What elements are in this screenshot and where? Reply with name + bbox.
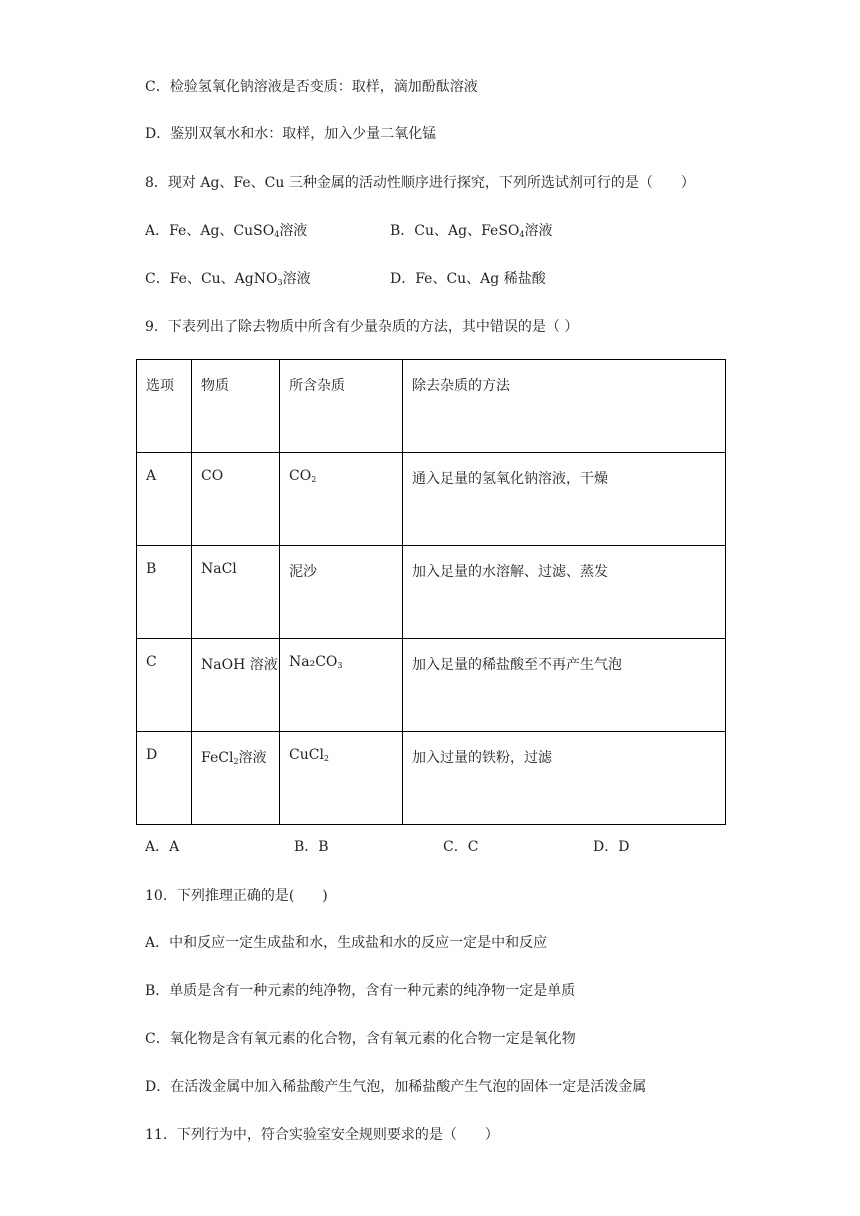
table-row	[137, 546, 726, 639]
q10-option-a: A．中和反应一定生成盐和水，生成盐和水的反应一定是中和反应	[145, 935, 548, 951]
q9-table	[136, 359, 726, 825]
q9-answer-b: B．B	[294, 839, 329, 855]
q9-answer-d: D．D	[593, 839, 630, 855]
q10-option-d: D．在活泼金属中加入稀盐酸产生气泡，加稀盐酸产生气泡的固体一定是活泼金属	[145, 1079, 647, 1095]
header-cell: 除去杂质的方法	[403, 360, 726, 453]
q9-answer-c: C．C	[443, 839, 479, 855]
q9-stem: 9．下表列出了除去物质中所含有少量杂质的方法，其中错误的是（ ）	[145, 319, 579, 335]
option-cell: A	[137, 453, 192, 546]
q10-stem: 10．下列推理正确的是( )	[145, 888, 328, 904]
method-cell: 加入过量的铁粉，过滤	[403, 732, 726, 825]
method-cell: 加入足量的水溶解、过滤、蒸发	[403, 546, 726, 639]
q7-option-c: C．检验氢氧化钠溶液是否变质：取样，滴加酚酞溶液	[145, 79, 478, 95]
q10-option-c: C．氧化物是含有氧元素的化合物，含有氧元素的化合物一定是氧化物	[145, 1031, 576, 1047]
option-cell: D	[137, 732, 192, 825]
method-cell: 加入足量的稀盐酸至不再产生气泡	[403, 639, 726, 732]
option-cell: B	[137, 546, 192, 639]
q8-stem: 8．现对 Ag、Fe、Cu 三种金属的活动性顺序进行探究，下列所选试剂可行的是（ ）	[145, 175, 695, 191]
substance-cell: CO	[192, 453, 280, 546]
method-cell: 通入足量的氢氧化钠溶液，干燥	[403, 453, 726, 546]
option-cell: C	[137, 639, 192, 732]
q8-option-a: A．Fe、Ag、CuSO$_4$溶液	[145, 223, 308, 239]
q8-option-d: D．Fe、Cu、Ag 稀盐酸	[390, 271, 546, 287]
substance-cell: NaOH 溶液	[192, 639, 280, 732]
q8-option-c: C．Fe、Cu、AgNO$_3$溶液	[145, 271, 311, 287]
q11-stem: 11．下列行为中，符合实验室安全规则要求的是（ ）	[145, 1127, 499, 1143]
table-row	[137, 639, 726, 732]
header-cell: 选项	[137, 360, 192, 453]
q7-option-d: D．鉴别双氧水和水：取样，加入少量二氧化锰	[145, 126, 437, 142]
header-cell: 物质	[192, 360, 280, 453]
q8-option-b: B．Cu、Ag、FeSO$_4$溶液	[390, 223, 553, 239]
q9-answer-a: A．A	[145, 839, 180, 855]
table-row	[137, 732, 726, 825]
substance-cell: FeCl$_2$溶液	[192, 732, 280, 825]
q10-option-b: B．单质是含有一种元素的纯净物，含有一种元素的纯净物一定是单质	[145, 983, 576, 999]
table-row	[137, 453, 726, 546]
impurity-cell: $CO_2$	[280, 453, 403, 546]
table-header-row	[137, 360, 726, 453]
header-cell: 所含杂质	[280, 360, 403, 453]
impurity-cell: 泥沙	[280, 546, 403, 639]
substance-cell: NaCl	[192, 546, 280, 639]
impurity-cell: $Na_2CO_3$	[280, 639, 403, 732]
impurity-cell: CuCl$_2$	[280, 732, 403, 825]
